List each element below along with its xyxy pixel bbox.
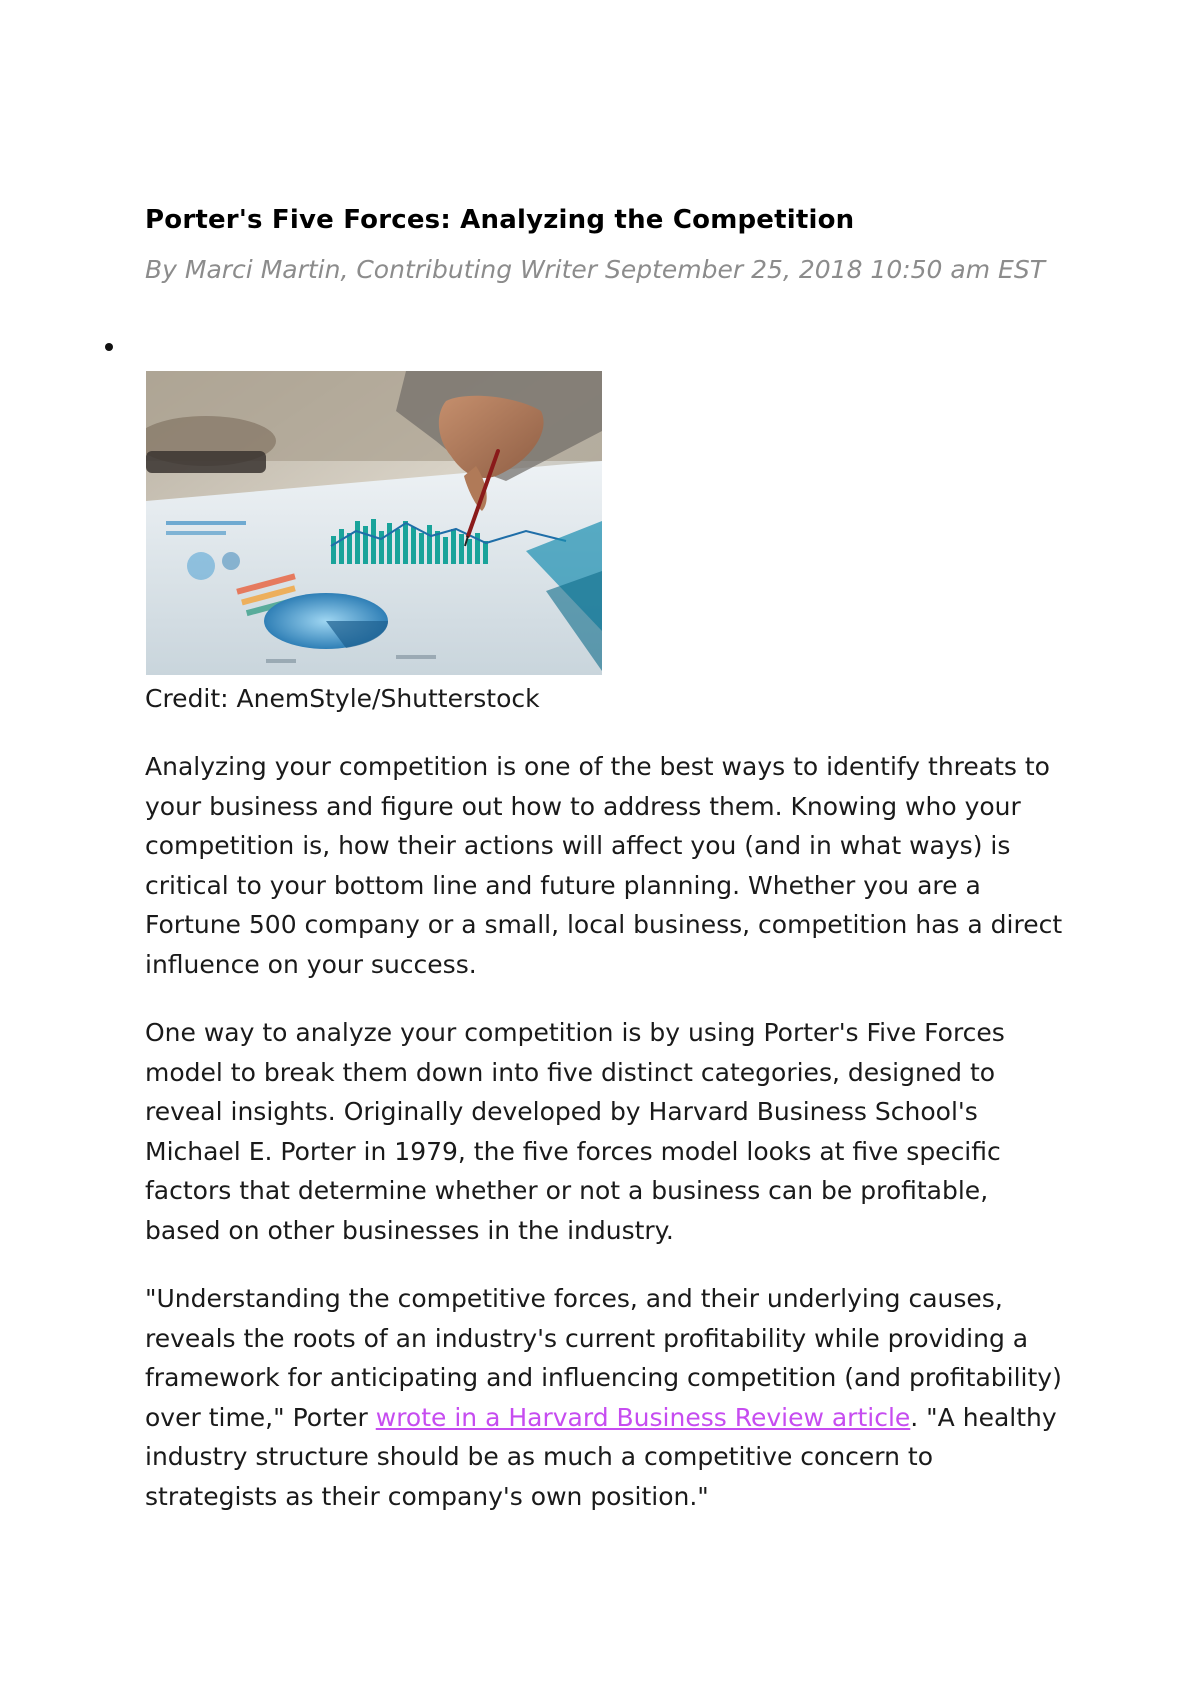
article-byline: By Marci Martin, Contributing Writer September 25, 2018 10:50 am EST <box>145 255 1045 284</box>
article-image <box>146 371 602 675</box>
quote-text: "Understanding the competitive forces, and their underlying causes, reveals the roots of an industry's current profitability while providing a framework for anticipating and influencing competition (and profitability) over time," Porter <box>145 1284 1062 1432</box>
paragraph-five-forces: One way to analyze your competition is by using Porter's Five Forces model to break them down into five distinct categories, designed to reveal insights. Originally developed by Harvard Business School's Michael E. Porter in 1979, the five forces model looks at five specific factors that determine whether or not a business can be profitable, based on other businesses in the industry. <box>145 1018 1005 1245</box>
quote-text-end: . "A healthy industry structure should be as much a competitive concern to strategists as their company's own position." <box>145 1402 1057 1511</box>
paragraph-intro: Analyzing your competition is one of the best ways to identify threats to your business and figure out how to address them. Knowing who your competition is, how their actions will affect you (and in what ways) is critical to your bottom line and future planning. Whether you are a Fortune 500 company or a small, local business, competition has a direct influence on your success. <box>145 752 1063 979</box>
paragraph-quote <box>145 1279 1065 1516</box>
image-credit: Credit: AnemStyle/Shutterstock <box>145 684 540 713</box>
article-title: Porter's Five Forces: Analyzing the Competition <box>145 205 855 235</box>
list-bullet <box>105 343 113 351</box>
hbr-article-link[interactable]: wrote in a Harvard Business Review article <box>375 1402 911 1432</box>
